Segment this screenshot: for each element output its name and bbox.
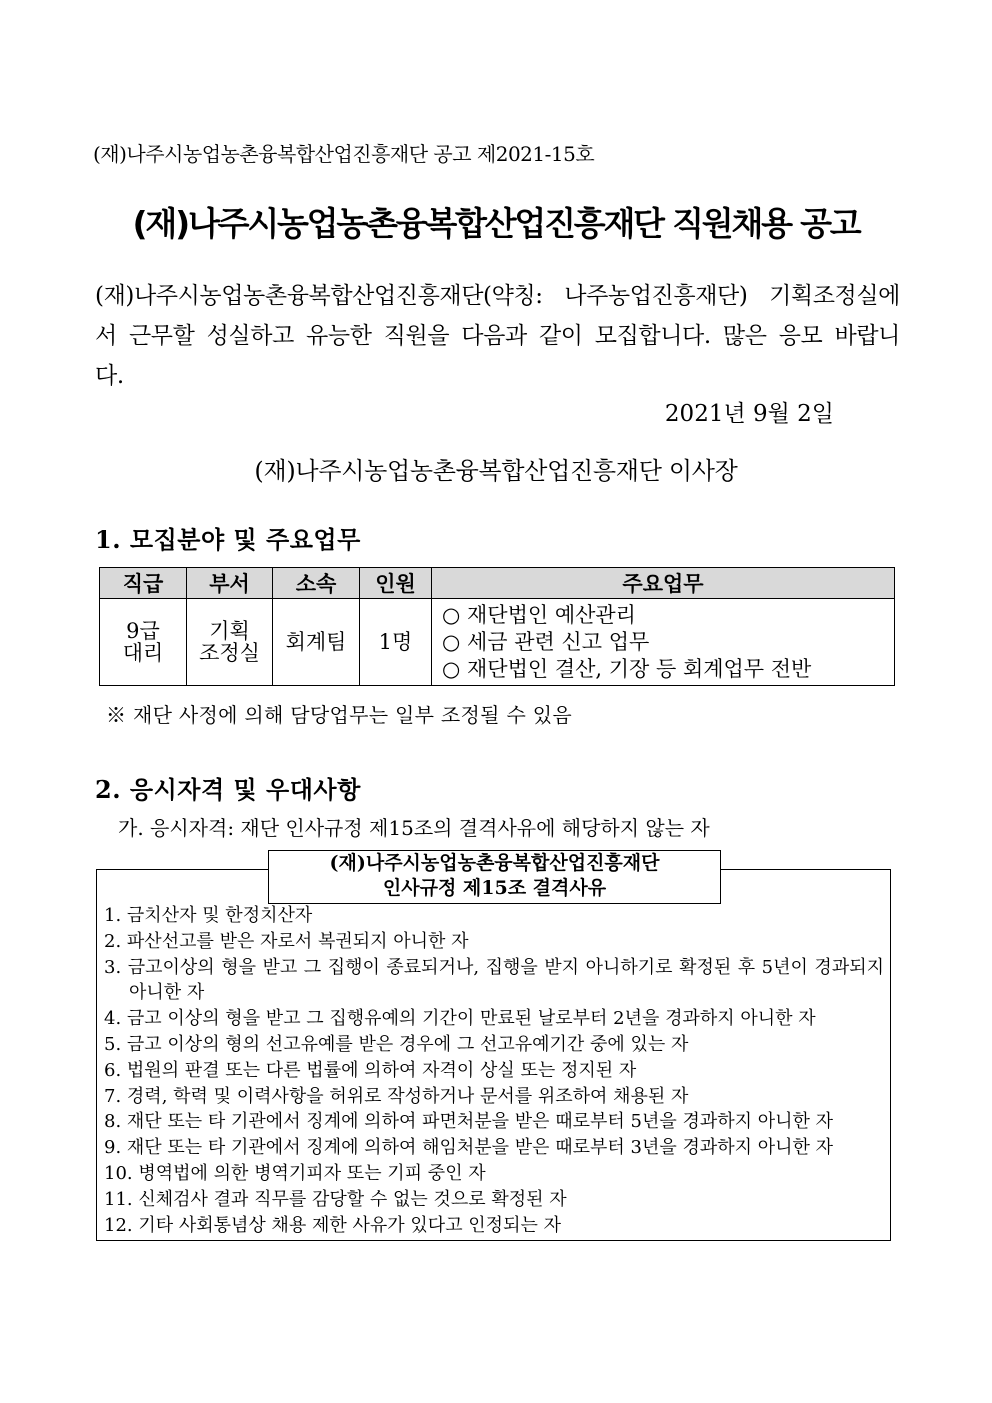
table-header-row bbox=[100, 568, 895, 599]
list-item: 8. 재단 또는 타 기관에서 징계에 의하여 파면처분을 받은 때로부터 5년을 경과하지 아니한 자 bbox=[104, 1111, 833, 1133]
header-department: 부서 bbox=[187, 568, 273, 599]
list-item: 3. 금고이상의 형을 받고 그 집행이 종료되거나, 집행을 받지 아니하기로 확정된 후 5년이 경과되지 아니한 자 bbox=[104, 956, 884, 1004]
duty-item: ○ 세금 관련 신고 업무 bbox=[442, 629, 650, 654]
header-grade: 직급 bbox=[100, 568, 187, 599]
grade-line-2: 대리 bbox=[122, 641, 164, 665]
notice-date: 2021년 9월 2일 bbox=[664, 401, 834, 427]
header-headcount: 인원 bbox=[360, 568, 432, 599]
list-item: 9. 재단 또는 타 기관에서 징계에 의하여 해임처분을 받은 때로부터 3년을 경과하지 아니한 자 bbox=[104, 1137, 833, 1159]
list-item: 10. 병역법에 의한 병역기피자 또는 기피 중인 자 bbox=[104, 1162, 486, 1184]
section-1-heading: 1. 모집분야 및 주요업무 bbox=[95, 525, 361, 554]
issuer: (재)나주시농업농촌융복합산업진흥재단 이사장 bbox=[254, 457, 738, 485]
notice-number: (재)나주시농업농촌융복합산업진흥재단 공고 제2021-15호 bbox=[93, 142, 595, 166]
list-item: 5. 금고 이상의 형의 선고유예를 받은 경우에 그 선고유예기간 중에 있는 자 bbox=[104, 1033, 689, 1055]
cell-department bbox=[187, 599, 273, 686]
cell-headcount: 1명 bbox=[360, 599, 432, 686]
page-title: (재)나주시농업농촌융복합산업진흥재단 직원채용 공고 bbox=[132, 204, 860, 243]
header-team: 소속 bbox=[273, 568, 360, 599]
grade-line-1: 9급 bbox=[126, 619, 160, 643]
dept-line-2: 조정실 bbox=[199, 641, 260, 665]
eligibility-subheading: 가. 응시자격: 재단 인사규정 제15조의 결격사유에 해당하지 않는 자 bbox=[118, 816, 710, 840]
list-item: 2. 파산선고를 받은 자로서 복권되지 아니한 자 bbox=[104, 930, 469, 952]
adjustment-note: ※ 재단 사정에 의해 담당업무는 일부 조정될 수 있음 bbox=[106, 703, 572, 727]
list-item: 4. 금고 이상의 형을 받고 그 집행유예의 기간이 만료된 날로부터 2년을 경과하지 아니한 자 bbox=[104, 1008, 816, 1030]
list-item: 6. 법원의 판결 또는 다른 법률에 의하여 자격이 상실 또는 정지된 자 bbox=[104, 1059, 637, 1081]
dept-line-1: 기획 bbox=[209, 619, 250, 643]
header-duties: 주요업무 bbox=[432, 568, 895, 599]
list-item: 11. 신체검사 결과 직무를 감당할 수 없는 것으로 확정된 자 bbox=[104, 1188, 567, 1210]
recruitment-table bbox=[99, 567, 895, 686]
duty-item: ○ 재단법인 예산관리 bbox=[442, 602, 636, 627]
disqualification-box-title bbox=[268, 850, 721, 904]
list-item: 12. 기타 사회통념상 채용 제한 사유가 있다고 인정되는 자 bbox=[104, 1214, 561, 1236]
section-2-heading: 2. 응시자격 및 우대사항 bbox=[95, 775, 361, 804]
box-title-line-2: 인사규정 제15조 결격사유 bbox=[382, 877, 607, 899]
cell-grade bbox=[100, 599, 187, 686]
list-item: 1. 금치산자 및 한정치산자 bbox=[104, 905, 313, 926]
intro-paragraph: (재)나주시농업농촌융복합산업진흥재단(약칭: 나주농업진흥재단) 기획조정실에서 근무할 성실하고 유능한 직원을 다음과 같이 모집합니다. 많은 응모 바랍니다. bbox=[95, 283, 900, 389]
disqualification-list bbox=[104, 903, 884, 1238]
duty-item: ○ 재단법인 결산, 기장 등 회계업무 전반 bbox=[442, 656, 812, 681]
box-title-line-1: (재)나주시농업농촌융복합산업진흥재단 bbox=[329, 852, 660, 874]
cell-duties bbox=[432, 599, 895, 686]
cell-team: 회계팀 bbox=[273, 599, 360, 686]
list-item: 7. 경력, 학력 및 이력사항을 허위로 작성하거나 문서를 위조하여 채용된 자 bbox=[104, 1085, 689, 1107]
table-row bbox=[100, 599, 895, 686]
